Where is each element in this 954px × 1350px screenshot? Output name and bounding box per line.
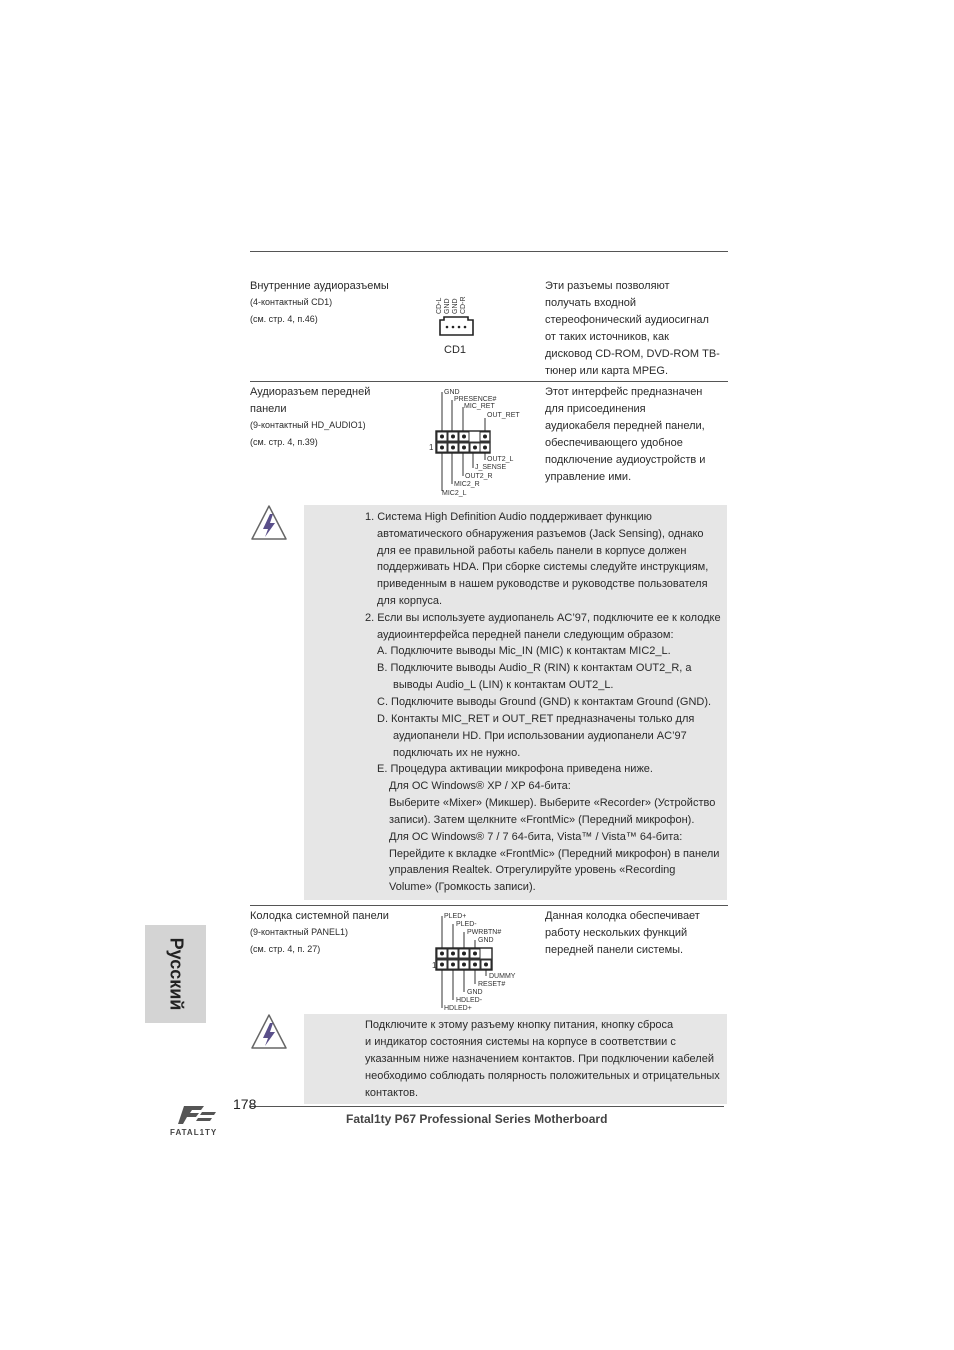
pin-label: HDLED+ [444,1005,472,1012]
desc-line: получать входной [545,297,637,309]
note1-line: Для ОС Windows® 7 / 7 64-бита, Vista™ / Vista™ 64-бита: [389,831,683,843]
note1-line: записи). Затем щелкните «FrontMic» (Передний микрофон). [389,814,695,826]
section2-sub2: (см. стр. 4, п.39) [250,437,318,447]
section2-description [545,384,705,486]
desc-line: стереофонический аудиосигнал [545,314,709,326]
pin-label: RESET# [478,981,506,988]
pin-label: DUMMY [489,973,516,980]
section-divider [250,381,728,382]
desc-line: обеспечивающего удобное [545,437,683,449]
cd1-pin-label: GND [452,298,459,314]
note1-line: Volume» (Громкость записи). [389,881,536,893]
desc-line: дисковод CD-ROM, DVD-ROM ТВ- [545,348,720,360]
section3-sub1: (9-контактный PANEL1) [250,927,349,937]
section2-title-cont: панели [250,403,287,415]
note1-line: E. Процедура активации микрофона приведена ниже. [377,763,653,775]
pin-label: MIC_RET [464,403,495,410]
section2-sub1: (9-контактный HD_AUDIO1) [250,420,366,430]
note2-line: Подключите к этому разъему кнопку питания, кнопку сброса [365,1019,674,1031]
note1-line: C. Подключите выводы Ground (GND) к контактам Ground (GND). [377,696,712,708]
cd1-pin-label: GND [444,298,451,314]
desc-line: Этот интерфейс предназначен [545,386,703,398]
desc-line: Эти разъемы позволяют [545,280,670,292]
pin-label: PLED- [456,921,477,928]
note1-line: D. Контакты MIC_RET и OUT_RET предназначены только для [377,713,695,725]
note1-line: 2. Если вы используете аудиопанель AC’97, подключите ее к колодке [365,612,721,624]
desc-line: тюнер или карта MPEG. [545,365,669,377]
desc-line: аудиокабеля передней панели, [545,420,705,432]
desc-line: Данная колодка обеспечивает [545,910,700,922]
note1-line: B. Подключите выводы Audio_R (RIN) к контактам OUT2_R, а [377,662,692,674]
note1-line: Для ОС Windows® XP / XP 64-бита: [389,780,571,792]
cd1-pin-label: CD-L [436,297,443,314]
section1-sub2: (см. стр. 4, п.46) [250,314,318,324]
pin-label: OUT_RET [487,412,520,419]
pin-label: HDLED- [456,997,483,1004]
note2-line: необходимо соблюдать полярность положительных и отрицательных [365,1070,720,1082]
language-tab [145,925,206,1023]
cd1-pin-label: CD-R [460,296,467,314]
note1-line: 1. Система High Definition Audio поддерживает функцию [365,511,652,523]
pin-label: MIC2_R [454,481,480,488]
cd1-connector-label: CD1 [444,344,467,356]
note1-line: аудиоинтерфейса передней панели следующим образом: [377,629,674,641]
note2-line: указанным ниже назначением контактов. При подключении кабелей [365,1053,714,1065]
note1-line: автоматического обнаружения разъемов (Jack Sensing), однако [377,528,704,540]
section3-sub2: (см. стр. 4, п. 27) [250,944,321,954]
pin-label: OUT2_L [487,456,514,463]
pin-label: PLED+ [444,913,467,920]
note1-line: для корпуса. [377,595,443,607]
pin-one-marker: 1 [432,961,437,970]
note2-line: контактов. [365,1087,419,1099]
desc-line: передней панели системы. [545,944,684,956]
pin-label: OUT2_R [465,473,493,480]
pin-label: GND [467,989,483,996]
note1-line: выводы Audio_L (LIN) к контактам OUT2_L. [393,679,614,691]
desc-line: для присоединения [545,403,646,415]
warning-icon [249,503,289,543]
note1-line: A. Подключите выводы Mic_IN (MIC) к контактам MIC2_L. [377,645,671,657]
section-divider [250,905,728,906]
note2-line: и индикатор состояния системы на корпусе в соответствии с [365,1036,676,1048]
fatal1ty-logo-mark [170,1102,230,1128]
note1-line: управления Realtek. Отрегулируйте уровень «Recording [389,864,676,876]
panel-header-diagram [432,910,532,1015]
section3-title: Колодка системной панели [250,910,389,922]
section1-description [545,278,720,380]
note1-line: Перейдите к вкладке «FrontMic» (Передний микрофон) в панели [389,848,720,860]
top-divider [250,251,728,252]
page-number: 178 [233,1096,257,1112]
section3-description [545,908,700,959]
pin-label: PRESENCE# [454,396,497,403]
note1-line: приведенным в нашем руководстве и руководстве пользователя [377,578,708,590]
note1-line: Выберите «Mixer» (Микшер). Выберите «Recorder» (Устройство [389,797,716,809]
note1-line: для ее правильной работы кабель панели в корпусе должен [377,545,687,557]
fatal1ty-logo-text: FATAL1TY [170,1128,218,1137]
pin-one-marker: 1 [429,443,434,452]
language-tab-label: Русский [166,937,186,1011]
footer-title: Fatal1ty P67 Professional Series Motherboard [346,1112,608,1126]
desc-line: управление ими. [545,471,632,483]
warning-icon [249,1012,289,1052]
desc-line: подключение аудиоустройств и [545,454,706,466]
pin-label: J_SENSE [475,464,507,471]
desc-line: работу нескольких функций [545,927,688,939]
pin-label: MIC2_L [442,490,467,497]
section2-title: Аудиоразъем передней [250,386,371,398]
footer-divider [250,1106,724,1107]
section1-title: Внутренние аудиоразъемы [250,280,389,292]
desc-line: от таких источников, как [545,331,669,343]
note1-line: поддерживать HDA. При сборке системы следуйте инструкциям, [377,561,709,573]
section1-sub1: (4-контактный CD1) [250,297,333,307]
fatal1ty-logo [170,1102,230,1142]
pin-label: GND [444,389,460,396]
pin-label: GND [478,937,494,944]
note1-line: подключать их не нужно. [393,747,521,759]
pin-label: PWRBTN# [467,929,502,936]
hd-audio-connector-diagram [426,386,526,501]
note1-line: аудиопанели HD. При использовании аудиопанели AC’97 [393,730,687,742]
